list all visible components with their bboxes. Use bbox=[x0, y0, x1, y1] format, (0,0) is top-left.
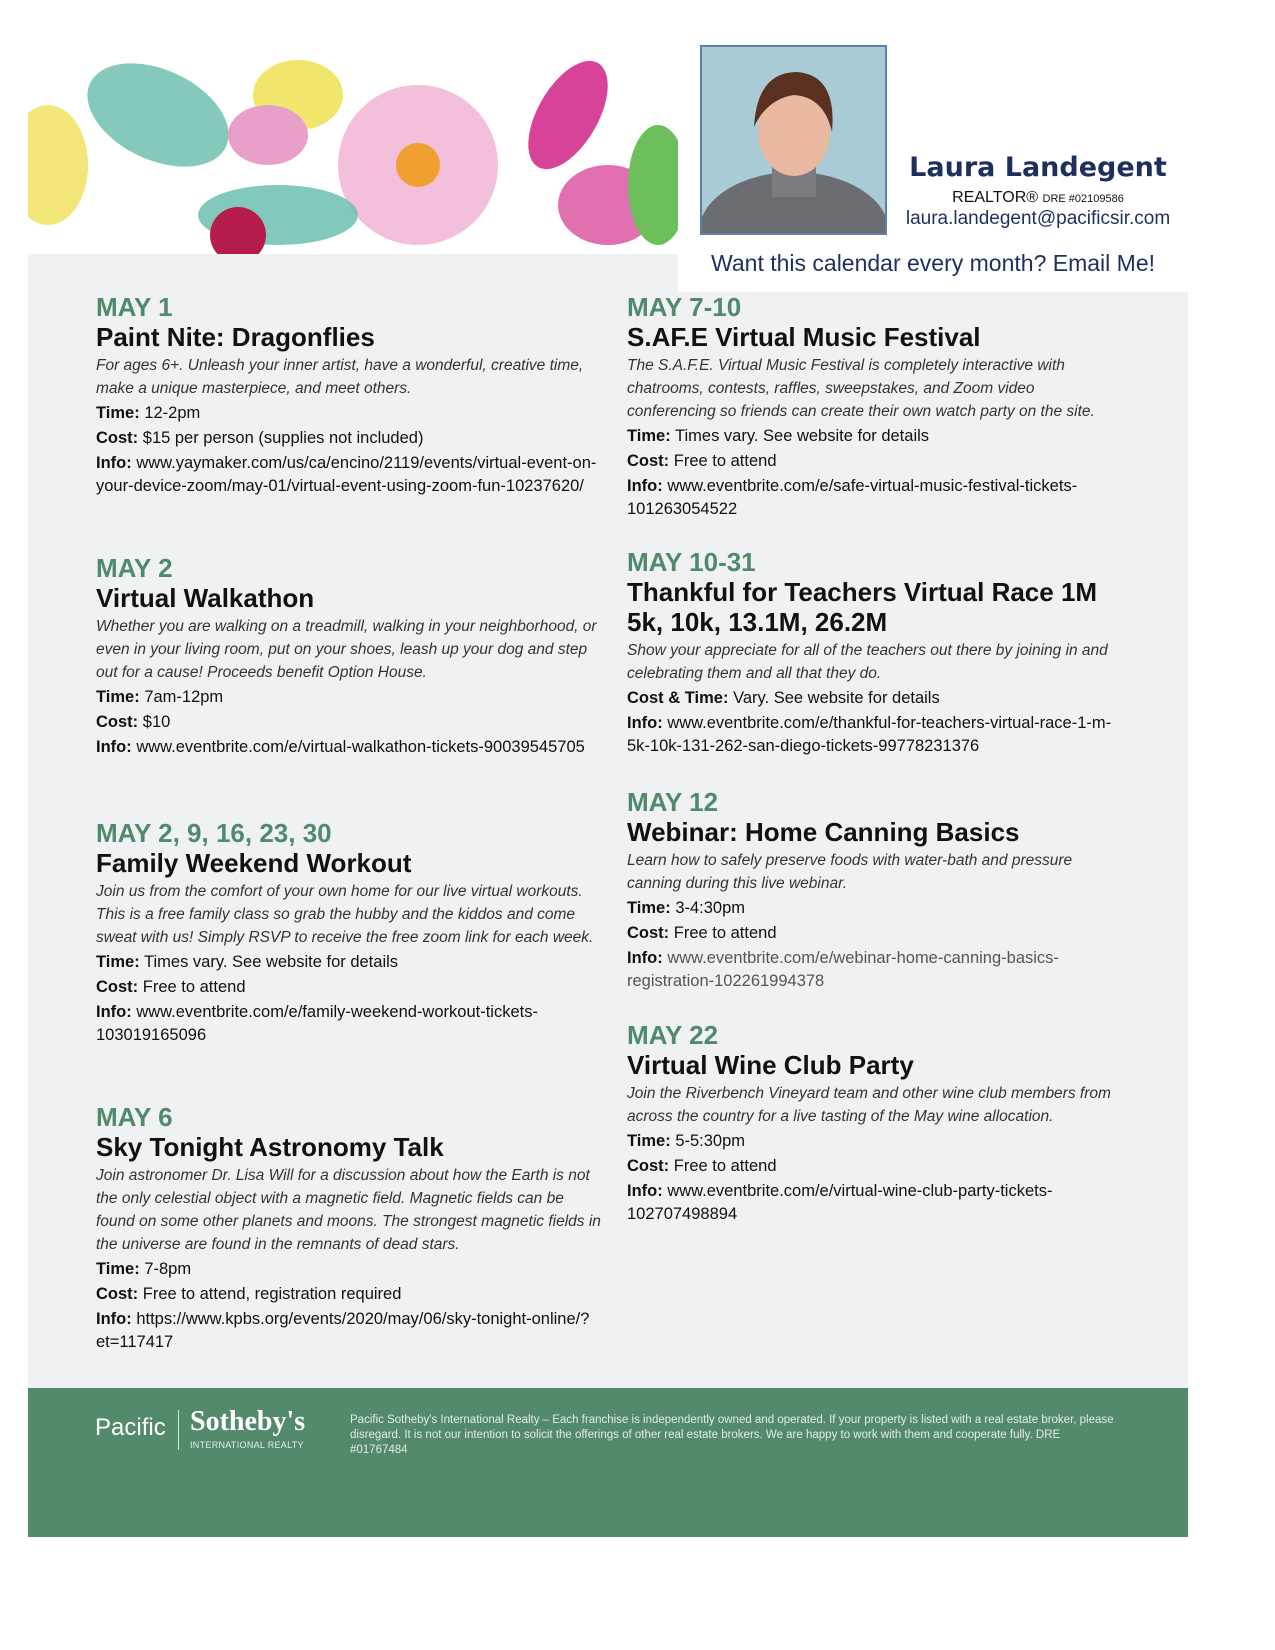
event-time: 7am-12pm bbox=[144, 688, 224, 706]
cost-label: Cost: bbox=[96, 713, 139, 731]
event-time: 12-2pm bbox=[144, 404, 201, 422]
event-link[interactable]: www.eventbrite.com/e/family-weekend-workout-tickets-103019165096 bbox=[96, 1003, 538, 1044]
footer bbox=[28, 1388, 1188, 1537]
cost-label: Cost: bbox=[627, 1157, 670, 1175]
event-date: MAY 2 bbox=[96, 553, 173, 583]
agent-credentials bbox=[888, 189, 1188, 207]
time-label: Time: bbox=[627, 427, 671, 445]
event-title: Thankful for Teachers Virtual Race 1M 5k, 10k, 13.1M, 26.2M bbox=[627, 577, 1098, 637]
info-label: Info: bbox=[627, 477, 663, 495]
info-label: Info: bbox=[96, 1003, 132, 1021]
event-cost: Free to attend bbox=[673, 1157, 777, 1175]
event-cost: Free to attend, registration required bbox=[142, 1285, 402, 1303]
event-time: Times vary. See website for details bbox=[144, 953, 399, 971]
event-item bbox=[96, 818, 606, 1047]
agent-name: Laura Landegent bbox=[909, 152, 1167, 183]
event-item bbox=[627, 1020, 1127, 1226]
event-description: Join us from the comfort of your own home for our live virtual workouts. This is a free family class so grab the hubby and the kiddos and come sweat with us! Simply RSVP to receive the free zoom link for each week. bbox=[96, 883, 594, 946]
event-description: Show your appreciate for all of the teachers out there by joining in and celebrating them and all that they do. bbox=[627, 642, 1108, 682]
event-date: MAY 22 bbox=[627, 1020, 719, 1050]
event-description: For ages 6+. Unleash your inner artist, have a wonderful, creative time, make a unique masterpiece, and meet others. bbox=[96, 357, 584, 397]
logo-pacific: Pacific bbox=[95, 1414, 166, 1441]
event-description: Whether you are walking on a treadmill, walking in your neighborhood, or even in your living room, put on your shoes, leash up your dog and step out for a cause! Proceeds benefit Option House. bbox=[96, 618, 597, 681]
time-label: Time: bbox=[96, 1260, 140, 1278]
agent-dre: DRE #02109586 bbox=[1042, 193, 1124, 205]
time-label: Time: bbox=[627, 1132, 671, 1150]
event-link[interactable]: www.eventbrite.com/e/safe-virtual-music-festival-tickets-101263054522 bbox=[627, 477, 1078, 518]
event-cost: $10 bbox=[142, 713, 171, 731]
event-link[interactable]: https://www.kpbs.org/events/2020/may/06/sky-tonight-online/?et=117417 bbox=[96, 1310, 590, 1351]
event-item bbox=[96, 292, 606, 498]
event-time: 7-8pm bbox=[144, 1260, 192, 1278]
event-cost-time: Vary. See website for details bbox=[733, 689, 940, 707]
logo-divider bbox=[178, 1410, 179, 1450]
agent-email[interactable]: laura.landegent@pacificsir.com bbox=[905, 208, 1171, 229]
event-link[interactable]: www.eventbrite.com/e/virtual-wine-club-party-tickets-102707498894 bbox=[627, 1182, 1053, 1223]
event-date: MAY 10-31 bbox=[627, 547, 756, 577]
event-description: The S.A.F.E. Virtual Music Festival is completely interactive with chatrooms, contests, raffles, sweepstakes, and Zoom video conferencing so friends can create their own watch party on the site. bbox=[627, 357, 1095, 420]
event-title: Family Weekend Workout bbox=[96, 848, 412, 878]
event-item bbox=[627, 292, 1127, 521]
event-date: MAY 6 bbox=[96, 1102, 173, 1132]
event-item bbox=[627, 547, 1127, 758]
info-label: Info: bbox=[627, 949, 663, 967]
info-label: Info: bbox=[96, 738, 132, 756]
info-label: Info: bbox=[627, 714, 663, 732]
event-title: Virtual Walkathon bbox=[96, 583, 315, 613]
event-date: MAY 12 bbox=[627, 787, 719, 817]
event-link[interactable]: www.eventbrite.com/e/webinar-home-canning-basics-registration-102261994378 bbox=[627, 949, 1059, 990]
event-time: Times vary. See website for details bbox=[675, 427, 930, 445]
cost-label: Cost: bbox=[96, 978, 139, 996]
event-description: Join the Riverbench Vineyard team and other wine club members from across the country for a live tasting of the May wine allocation. bbox=[627, 1085, 1111, 1125]
event-date: MAY 2, 9, 16, 23, 30 bbox=[96, 818, 332, 848]
cost-label: Cost: bbox=[627, 924, 670, 942]
event-link[interactable]: www.eventbrite.com/e/thankful-for-teachers-virtual-race-1-m-5k-10k-131-262-san-diego-tickets-99778231376 bbox=[627, 714, 1112, 755]
disclaimer: Pacific Sotheby's International Realty – Each franchise is independently owned and operated. If your property is listed with a real estate broker, please disregard. It is not our intention to solicit the offerings of other real estate brokers. We are happy to work with them and cooperate fully. DRE #01767484 bbox=[350, 1414, 1114, 1456]
time-label: Time: bbox=[96, 404, 140, 422]
event-cost: $15 per person (supplies not included) bbox=[142, 429, 424, 447]
event-item bbox=[627, 787, 1127, 993]
subscribe-cta[interactable]: Want this calendar every month? Email Me! bbox=[711, 250, 1155, 276]
cost-label: Cost: bbox=[96, 429, 139, 447]
event-title: Paint Nite: Dragonflies bbox=[96, 322, 375, 352]
time-label: Time: bbox=[627, 899, 671, 917]
cost-label: Cost: bbox=[627, 452, 670, 470]
event-cost: Free to attend bbox=[673, 452, 777, 470]
info-label: Info: bbox=[627, 1182, 663, 1200]
flower-banner bbox=[28, 35, 680, 254]
event-description: Join astronomer Dr. Lisa Will for a discussion about how the Earth is not the only celestial object with a magnetic field. Magnetic fields can be found on some other planets and moons. The strongest magnetic fields in the universe are found in the remnants of dead stars. bbox=[96, 1167, 601, 1253]
logo-sothebys: Sotheby's bbox=[190, 1406, 306, 1437]
event-title: Sky Tonight Astronomy Talk bbox=[96, 1132, 444, 1162]
event-time: 3-4:30pm bbox=[675, 899, 746, 917]
event-cost: Free to attend bbox=[673, 924, 777, 942]
event-title: Virtual Wine Club Party bbox=[627, 1050, 914, 1080]
event-link[interactable]: www.yaymaker.com/us/ca/encino/2119/events/virtual-event-on-your-device-zoom/may-01/virtual-event-using-zoom-fun-10237620/ bbox=[96, 454, 597, 495]
event-title: S.AF.E Virtual Music Festival bbox=[627, 322, 981, 352]
event-date: MAY 1 bbox=[96, 292, 173, 322]
time-label: Time: bbox=[96, 688, 140, 706]
event-link[interactable]: www.eventbrite.com/e/virtual-walkathon-tickets-90039545705 bbox=[136, 738, 585, 756]
event-item bbox=[96, 553, 606, 759]
event-date: MAY 7-10 bbox=[627, 292, 742, 322]
logo-intl: INTERNATIONAL REALTY bbox=[190, 1440, 304, 1450]
time-label: Time: bbox=[96, 953, 140, 971]
event-title: Webinar: Home Canning Basics bbox=[627, 817, 1020, 847]
event-time: 5-5:30pm bbox=[675, 1132, 746, 1150]
agent-title: REALTOR® bbox=[952, 189, 1039, 206]
info-label: Info: bbox=[96, 1310, 132, 1328]
cost-label: Cost: bbox=[96, 1285, 139, 1303]
cost-time-label: Cost & Time: bbox=[627, 689, 729, 707]
event-cost: Free to attend bbox=[142, 978, 246, 996]
agent-photo bbox=[700, 45, 887, 235]
event-description: Learn how to safely preserve foods with water-bath and pressure canning during this live webinar. bbox=[627, 852, 1073, 892]
info-label: Info: bbox=[96, 454, 132, 472]
event-item bbox=[96, 1102, 606, 1354]
